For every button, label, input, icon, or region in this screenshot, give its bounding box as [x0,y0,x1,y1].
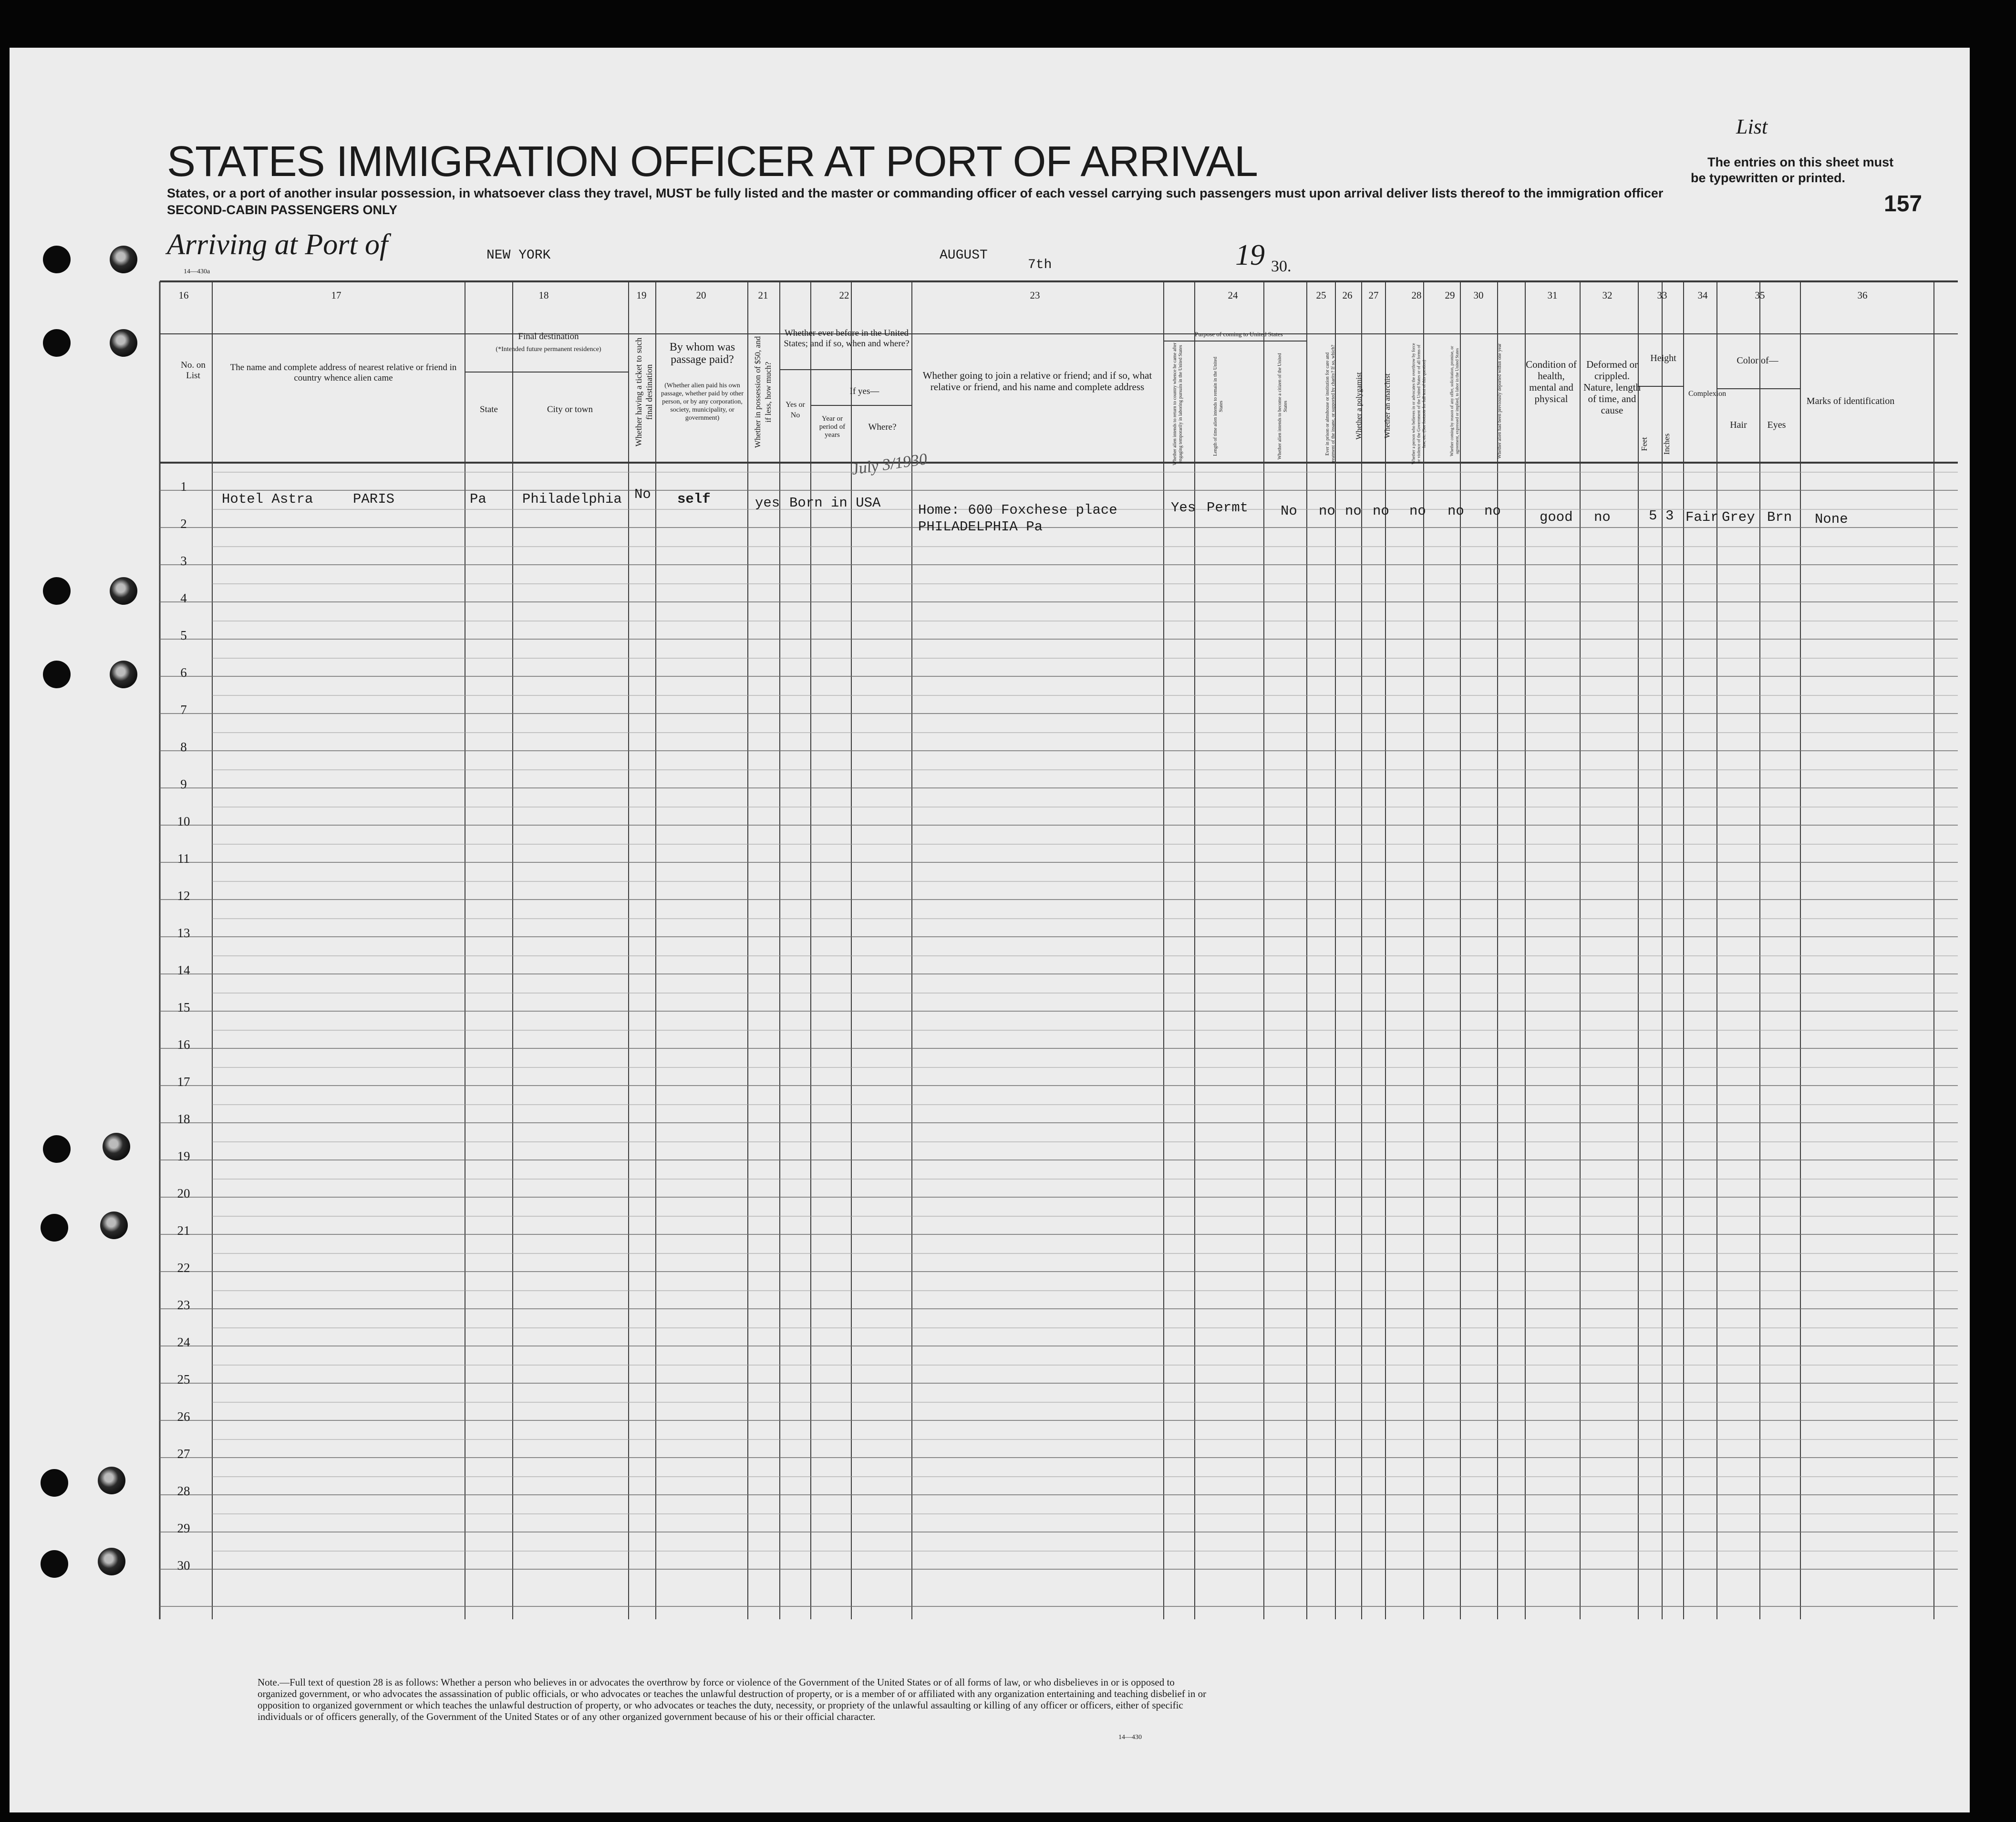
header-joining-relative: Whether going to join a relative or friend; and if so, what relative or friend, and his name and complete address [922,370,1152,393]
footnote-question-28: Note.—Full text of question 28 is as follows: Whether a person who believes in or advocates the overthrow by force or violence of the Government of the United States or of all forms of law, or who disbelieves in or is opposed to organized government, or who advocates the assassination of public officials, or who advocates or teaches the unlawful destruction of property, or is a member of or affiliated with any organization entertaining and teaching disbelief in or opposition to organized government or which teaches the unlawful destruction of property, or who advocates or teaches the duty, necessity, or propriety of the unlawful assaulting or killing of any officer or officers, either of specific individuals or of officers generally, of the Government of the United States or of any other organized government because of his or their official character. [258,1677,1207,1722]
column-number: 23 [1030,290,1040,301]
entry-health: good [1540,509,1573,525]
typewritten-notice: The entries on this sheet must [1707,155,1894,169]
entry-advocate: no [1409,503,1426,519]
row-number: 13 [177,926,190,940]
column-number: 22 [839,290,849,301]
entry-purpose-return: Yes [1171,500,1196,516]
row-number: 25 [177,1372,190,1387]
header-nearest-relative: The name and complete address of nearest relative or friend in country whence alien came [230,362,457,383]
page-title: STATES IMMIGRATION OFFICER AT PORT OF ARRIVAL [167,138,1258,186]
row-number: 14 [177,963,190,977]
header-hair: Hair [1730,420,1747,430]
header-inches: Inches [1662,433,1671,455]
header-purpose: Purpose of coming to United States [1195,331,1283,338]
row-number: 5 [180,628,187,642]
row-number: 4 [180,591,187,605]
header-ever-before: Whether ever before in the United States; and if so, when and where? [784,328,910,349]
header-height: Height [1650,353,1676,363]
entry-inches: 3 [1665,508,1674,524]
entry-money: yes [755,495,780,511]
entry-anarchist: no [1373,503,1389,519]
header-passage-paid: By whom was passage paid? [669,341,735,366]
header-deformed: Deformed or crippled. Nature, length of time, and cause [1583,359,1641,416]
column-number: 29 [1445,290,1455,301]
row-number: 1 [180,479,187,494]
entry-complexion: Fair [1685,509,1719,525]
header-final-destination: Final destination [518,331,579,342]
column-number: 24 [1228,290,1238,301]
column-number: 34 [1697,290,1708,301]
header-marks: Marks of identification [1806,396,1895,406]
entry-relative: Hotel Astra [222,491,313,507]
entry-relative-city: PARIS [353,491,395,507]
column-number: 28 [1411,290,1422,301]
row-number: 8 [180,740,187,754]
column-number: 33 [1657,290,1667,301]
entry-marks: None [1815,511,1848,527]
row-number: 15 [177,1000,190,1015]
arrival-port: NEW YORK [486,248,551,263]
header-color-of: Color of— [1737,355,1778,366]
row-number: 10 [177,814,190,828]
row-number: 18 [177,1112,190,1126]
entry-deformed: no [1594,509,1611,525]
entry-length-stay: Permt [1207,500,1249,516]
header-yes-no: Yes or No [786,401,805,419]
form-code-bottom: 14—430 [1118,1734,1142,1741]
row-number: 26 [177,1409,190,1424]
row-number: 17 [177,1075,190,1089]
arriving-label: Arriving at Port of [167,228,388,261]
header-purpose-length: Length of time alien intends to remain in the United States [1213,357,1224,456]
header-anarchist: Whether an anarchist [1384,373,1392,438]
row-number: 9 [180,777,187,791]
column-number: 27 [1368,290,1379,301]
header-year: Year or period of years [819,415,846,439]
row-number: 11 [177,851,190,866]
arrival-day: 7th [1028,258,1052,272]
entry-polygamist: no [1345,503,1362,519]
list-label: List [1736,115,1768,138]
typewritten-notice-2: be typewritten or printed. [1691,171,1846,185]
column-number: 36 [1857,290,1868,301]
header-feet: Feet [1640,437,1649,451]
entry-paid-by: self [677,491,711,507]
entry-joining-line1: Home: 600 Foxchese place [918,502,1117,518]
header-polygamist: Whether a polygamist [1355,372,1363,440]
row-number: 6 [180,665,187,680]
column-number: 31 [1547,290,1558,301]
row-number: 21 [177,1223,190,1238]
row-number: 30 [177,1558,190,1573]
column-number: 25 [1316,290,1326,301]
year-suffix: 30. [1271,258,1292,275]
row-number: 7 [180,703,187,717]
entry-feet: 5 [1649,508,1657,524]
form-code-top: 14—430a [184,268,210,275]
header-no-on-list: No. on List [181,360,206,381]
row-number: 29 [177,1521,190,1535]
header-advocate: Whether a person who believes in or advocates the overthrow by force or violence of the Government of the United States or of all forms of law, etc. (See footnote for full text of this question) [1411,343,1427,465]
row-number: 16 [177,1037,190,1052]
entry-ticket: No [634,487,651,502]
header-purpose-return: Whether alien intends to return to country whence he came after engaging temporarily in laboring pursuits in the United States [1172,342,1183,466]
header-health: Condition of health, mental and physical [1526,359,1577,404]
header-passage-paid-sub: (Whether alien paid his own passage, whether paid by other person, or by any corporation, society, municipality, or government) [661,382,744,422]
arrival-month: AUGUST [940,248,988,263]
page-subtitle: States, or a port of another insular possession, in whatsoever class they travel, MUST be fully listed and the master or commanding officer of each vessel carrying such passengers must upon arrival deliver lists thereof to the immigration officer [167,186,1664,200]
column-number: 35 [1755,290,1765,301]
header-eyes: Eyes [1767,420,1786,430]
entry-state: Pa [470,491,486,507]
entry-deported: no [1484,503,1501,519]
row-number: 19 [177,1149,190,1163]
page-subtitle-class: SECOND-CABIN PASSENGERS ONLY [167,203,398,217]
header-ticket: Whether having a ticket to such final destination [634,337,654,447]
row-number: 2 [180,517,187,531]
row-number: 27 [177,1447,190,1461]
column-number: 16 [178,290,189,301]
entry-eyes: Brn [1767,509,1792,525]
header-city: City or town [547,404,593,414]
row-number: 22 [177,1261,190,1275]
header-fifty-dollars: Whether in possession of $50, and if less, how much? [753,336,773,448]
column-number: 18 [538,290,549,301]
header-deported: Whether alien had been previously deported within one year [1497,343,1502,459]
entry-handwritten-date: July 3/1930 [850,450,929,478]
header-offer: Whether coming by reason of any offer, solicitation, promise, or agreement, expressed or implied, to labor in the United States [1449,346,1459,456]
column-number: 30 [1473,290,1484,301]
header-where: Where? [868,422,897,432]
entry-joining-line2: PHILADELPHIA Pa [918,519,1043,535]
column-number: 20 [696,290,706,301]
page-number: 157 [1884,191,1923,217]
entry-prison: no [1319,503,1335,519]
header-final-destination-sub: (*Intended future permanent residence) [496,346,601,353]
column-number: 32 [1602,290,1613,301]
entry-city: Philadelphia [522,491,622,507]
row-number: 24 [177,1335,190,1349]
row-number: 12 [177,889,190,903]
header-complexion: Complexion [1688,390,1727,398]
header-if-yes: If yes— [849,386,879,396]
row-number: 3 [180,554,187,568]
header-prison: Ever in prison or almshouse or institution for care and treatment of the insane, or supported by charity? If so, which? [1325,344,1336,464]
header-state: State [480,404,498,414]
entry-hair: Grey [1722,509,1755,525]
row-number: 28 [177,1484,190,1498]
row-number: 23 [177,1298,190,1312]
column-number: 21 [758,290,768,301]
column-number: 19 [636,290,647,301]
entry-offer: no [1447,503,1464,519]
entry-before-in-us: Born in USA [789,495,881,511]
entry-citizen: No [1281,503,1297,519]
column-number: 17 [331,290,341,301]
column-number: 26 [1342,290,1353,301]
row-number: 20 [177,1186,190,1201]
header-purpose-citizen: Whether alien intends to become a citizen of the United States [1277,353,1288,460]
year-prefix: 19 [1235,239,1265,271]
